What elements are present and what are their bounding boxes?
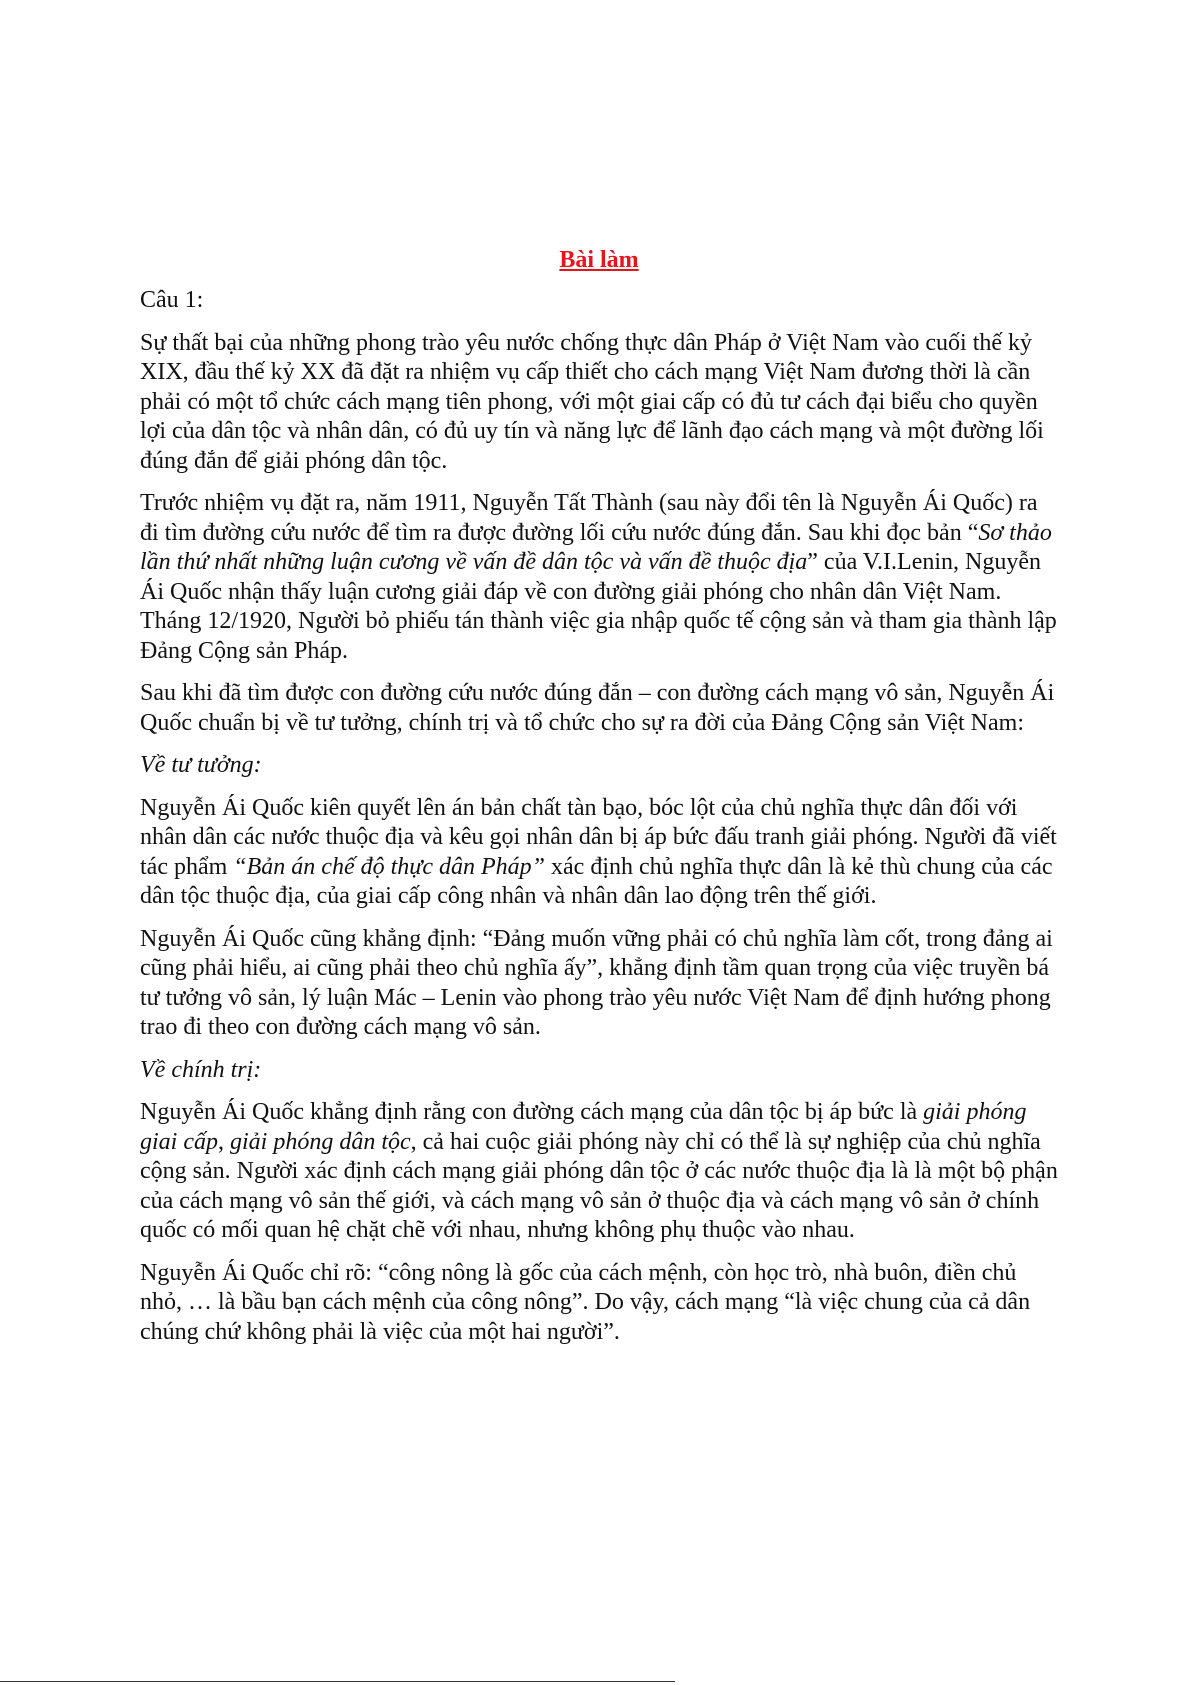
- paragraph-6: [140, 1098, 1058, 1246]
- paragraph-5: Nguyễn Ái Quốc cũng khẳng định: “Đảng muốn vững phải có chủ nghĩa làm cốt, trong đảng ai cũng phải hiểu, ai cũng phải theo chủ nghĩa ấy”, khẳng định tầm quan trọng của việc truyền bá tư tưởng vô sản, lý luận Mác – Lenin vào phong trào yêu nước Việt Nam để định hướng phong trao đi theo con đường cách mạng vô sản.: [140, 925, 1053, 1040]
- paragraph-7: Nguyễn Ái Quốc chỉ rõ: “công nông là gốc của cách mệnh, còn học trò, nhà buôn, điền chủ nhỏ, … là bầu bạn cách mệnh của công nông”. Do vậy, cách mạng “là việc chung của cả dân chúng chứ không phải là việc của một hai người”.: [140, 1259, 1031, 1345]
- paragraph-4: [140, 794, 1058, 912]
- heading-politics: Về chính trị:: [140, 1056, 262, 1083]
- footer-divider: [0, 1681, 675, 1682]
- heading-ideology: Về tư tưởng:: [140, 752, 262, 778]
- paragraph-6-text-e: , cả hai cuộc giải phóng này chỉ có thể là sự nghiệp của chủ nghĩa cộng sản. Người xác định cách mạng giải phóng dân tộc ở các nước thuộc địa là là một bộ phận của cách mạng vô sản thế giới, và cách mạng vô sản ở thuộc địa và cách mạng vô sản ở chính quốc có mối quan hệ chặt chẽ với nhau, nhưng không phụ thuộc vào nhau.: [140, 1128, 1058, 1243]
- paragraph-6-italic-b: giải phóng giai cấp: [140, 1099, 1027, 1155]
- paragraph-2-italic-title: Sơ thảo lần thứ nhất những luận cương về vấn đề dân tộc và vấn đề thuộc địa: [140, 519, 1052, 575]
- paragraph-4-text-a: Nguyễn Ái Quốc kiên quyết lên án bản chất tàn bạo, bóc lột của chủ nghĩa thực dân đối với nhân dân các nước thuộc địa và kêu gọi nhân dân bị áp bức đấu tranh giải phóng. Người đã viết tác phẩm: [140, 794, 1057, 880]
- paragraph-2-text-c: ” của V.I.Lenin, Nguyễn Ái Quốc nhận thấy luận cương giải đáp về con đường giải phóng cho nhân dân Việt Nam. Tháng 12/1920, Người bỏ phiếu tán thành việc gia nhập quốc tế cộng sản và tham gia thành lập Đảng Cộng sản Pháp.: [140, 549, 1057, 664]
- paragraph-6-italic-d: giải phóng dân tộc: [230, 1128, 411, 1155]
- paragraph-4-text-c: xác định chủ nghĩa thực dân là kẻ thù chung của các dân tộc thuộc địa, của giai cấp công nhân và nhân dân lao động trên thế giới.: [140, 853, 1053, 909]
- paragraph-2-text-a: Trước nhiệm vụ đặt ra, năm 1911, Nguyễn Tất Thành (sau này đổi tên là Nguyễn Ái Quốc) ra đi tìm đường cứu nước để tìm ra được đường lối cứu nước đúng đắn. Sau khi đọc bản “: [140, 490, 1038, 546]
- paragraph-3: Sau khi đã tìm được con đường cứu nước đúng đắn – con đường cách mạng vô sản, Nguyễn Ái Quốc chuẩn bị về tư tưởng, chính trị và tổ chức cho sự ra đời của Đảng Cộng sản Việt Nam:: [140, 680, 1055, 736]
- paragraph-4-italic-title: “Bản án chế độ thực dân Pháp”: [233, 853, 546, 880]
- paragraph-2: [140, 489, 1058, 666]
- paragraph-6-text-c: ,: [218, 1128, 230, 1155]
- document-title: Bài làm: [559, 247, 639, 273]
- paragraph-1: Sự thất bại của những phong trào yêu nước chống thực dân Pháp ở Việt Nam vào cuối thế kỷ XIX, đầu thế kỷ XX đã đặt ra nhiệm vụ cấp thiết cho cách mạng Việt Nam đương thời là cần phải có một tổ chức cách mạng tiên phong, với một giai cấp có đủ tư cách đại biểu cho quyền lợi của dân tộc và nhân dân, có đủ uy tín và năng lực để lãnh đạo cách mạng và một đường lối đúng đắn để giải phóng dân tộc.: [140, 329, 1044, 474]
- document-page: [140, 246, 1058, 1360]
- question-label: Câu 1:: [140, 287, 204, 313]
- paragraph-6-text-a: Nguyễn Ái Quốc khẳng định rằng con đường cách mạng của dân tộc bị áp bức là: [140, 1099, 924, 1125]
